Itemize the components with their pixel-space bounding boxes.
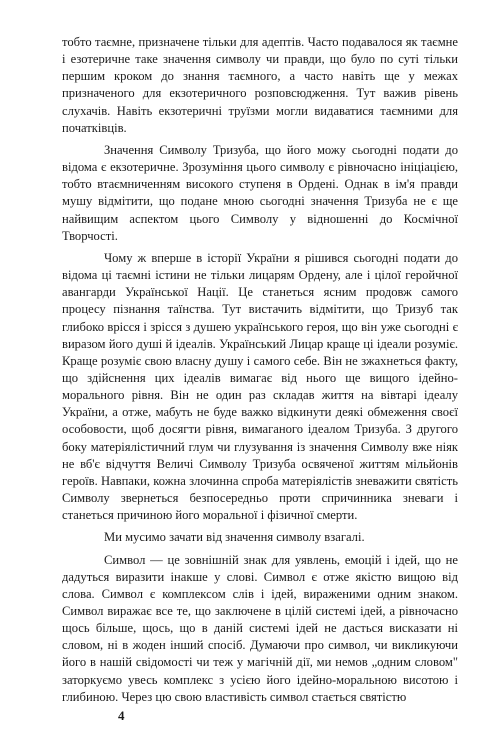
- page-number: 4: [118, 708, 125, 723]
- paragraph-4: Ми мусимо зачати від значення символу взагалі.: [104, 530, 365, 545]
- paragraph-2: Значення Символу Тризуба, що його можу сьогодні подати до відома є екзотеричне. Зрозуміння цього символу є рівночасно ініціацією, тобто втаємниченням високого ступеня в Ордені. Однак в ім'я правди мушу відмітити, що подане мною сьогодні значення Тризуба не є ще найвищим аспектом цього Символу у відношенні до Космічної Творчості.: [62, 142, 458, 243]
- paragraph-1: тобто таємне, призначене тільки для адептів. Часто подавалося як таємне і езотеричне таке значення символу чи правди, що було по суті тільки першим кроком до знання таємного, а часто навіть ще у межах призначеного для екзотеричного розповсюдження. Тут важив рівень слухачів. Навіть екзотеричні труїзми могли видаватися таємними для початківців.: [62, 35, 458, 135]
- paragraph-5: Символ — це зовнішній знак для уявлень, емоцій і ідей, що не дадуться виразити інакше у слові. Символ є отже якістю вищою від слова. Символ є комплексом слів і ідей, вираженими одним знаком. Символ виражає все те, що заключене в цілій системі ідей, а рівночасно щось більше, щось, що в даній системі ідей не дасться висказати ні словом, ні в жоден інший спосіб. Думаючи про символ, чи викликуючи його в нашій свідомості чи теж у магічній дії, ми немов „одним словом" заторкуємо увесь комплекс з усією його ідейно-моральною висотою і глибиною. Через цю свою властивість символ стається святістю: [62, 552, 458, 704]
- paragraph-3: Чому ж вперше в історії України я рішився сьогодні подати до відома ці таємні істини не тільки лицарям Ордену, але і цілої геройчної авангарди Української Нації. Це станеться ясним продовж самого процесу пізнання таїнства. Тут вистачить відмітити, що Тризуб так глибоко врісся і зрісся з душею українського героя, що він уже сьогодні є виразом його душі й ідеалів. Український Лицар краще ці ідеали розуміє. Краще розуміє свою власну душу і самого себе. Він не зжахнеться факту, що здійснення цих ідеалів вимагає від нього ще вищого ідейно-морального рівня. Він не один раз складав життя на вівтарі ідеалу України, а отже, мабуть не буде важко відкинути деякі обмеження своєї особовости, щоб досягти рівня, вимаганого ідеалом Тризуба. З другого боку матеріялістичний глум чи глузування із значення Символу вже ніяк не вб'є відчуття Величі Символу Тризуба освяченої життям мільйонів героїв. Навпаки, кожна злочинна спроба матеріялістів зневажити святість Символу звернеться безпосередньо проти спричинника зневаги і станеться причиною його моральної і фізичної смерти.: [62, 250, 458, 523]
- page-body: [62, 34, 458, 706]
